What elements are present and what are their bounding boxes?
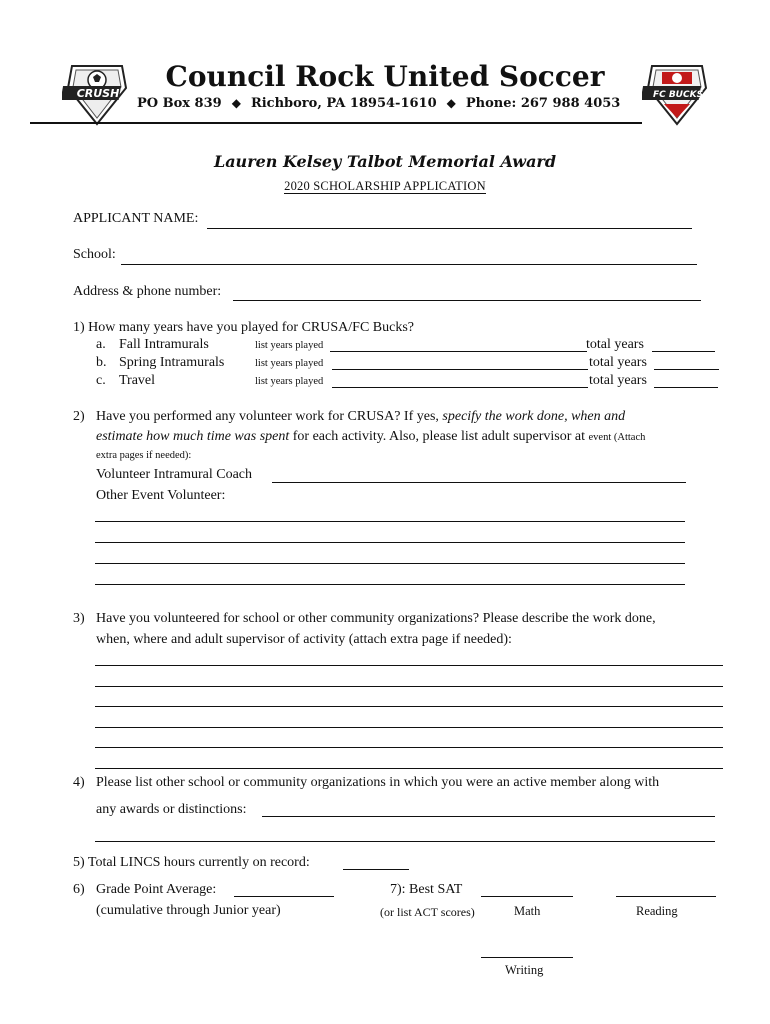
volunteer-field-line[interactable]	[95, 584, 685, 585]
q3-number: 3)	[73, 611, 85, 626]
q5-text: 5) Total LINCS hours currently on record:	[73, 855, 310, 870]
community-field-line[interactable]	[95, 706, 723, 707]
school-label: School:	[73, 247, 116, 262]
org-contact-line	[137, 96, 647, 111]
sat-writing-field[interactable]	[481, 957, 573, 958]
phone: Phone: 267 988 4053	[465, 96, 621, 111]
q2-line3: extra pages if needed):	[96, 450, 192, 461]
q2-number: 2)	[73, 409, 85, 424]
other-volunteer-label: Other Event Volunteer:	[96, 488, 226, 503]
q1-text: 1) How many years have you played for CRUSA/FC Bucks?	[73, 320, 415, 335]
math-label: Math	[514, 904, 541, 918]
q4-number: 4)	[73, 775, 85, 790]
sat-label: 7): Best SAT	[390, 882, 463, 897]
svg-text:CRUSH: CRUSH	[76, 87, 120, 100]
q1-item-label: Travel	[119, 373, 156, 388]
volunteer-field-line[interactable]	[95, 542, 685, 543]
community-field-line[interactable]	[95, 727, 723, 728]
years-played-field[interactable]	[330, 351, 587, 352]
form-subtitle: 2020 SCHOLARSHIP APPLICATION	[284, 179, 486, 193]
q2-line2: estimate how much time was spent for each activity. Also, please list adult supervisor at event (Attach	[96, 429, 646, 444]
years-played-label: list years played	[255, 358, 324, 369]
q2-line1: Have you performed any volunteer work for CRUSA? If yes, specify the work done, when and	[96, 409, 626, 424]
address-field[interactable]	[233, 300, 701, 301]
q1-item-letter: a.	[96, 337, 106, 352]
award-title: Lauren Kelsey Talbot Memorial Award	[213, 152, 557, 171]
years-played-field[interactable]	[332, 369, 588, 370]
sat-reading-field[interactable]	[616, 896, 716, 897]
applicant-name-label: APPLICANT NAME:	[73, 211, 199, 226]
q6-number: 6)	[73, 882, 85, 897]
diamond-icon: ◆	[231, 96, 241, 110]
gpa-note: (cumulative through Junior year)	[96, 903, 281, 918]
awards-field[interactable]	[262, 816, 715, 817]
gpa-field[interactable]	[234, 896, 334, 897]
community-field-line[interactable]	[95, 665, 723, 666]
coach-label: Volunteer Intramural Coach	[96, 467, 253, 482]
q3-line1: Have you volunteered for school or other community organizations? Please describe the work done,	[96, 611, 656, 626]
diamond-icon: ◆	[446, 96, 456, 110]
total-years-field[interactable]	[654, 369, 719, 370]
school-field[interactable]	[121, 264, 697, 265]
total-years-label: total years	[589, 355, 647, 370]
applicant-name-field[interactable]	[207, 228, 692, 229]
q4-line1: Please list other school or community organizations in which you were an active member along with	[96, 775, 660, 790]
coach-field[interactable]	[272, 482, 686, 483]
org-title: Council Rock United Soccer	[165, 60, 605, 93]
q1-item-label: Fall Intramurals	[119, 337, 209, 352]
total-years-field[interactable]	[654, 387, 718, 388]
total-years-label: total years	[589, 373, 647, 388]
q3-line2: when, where and adult supervisor of activity (attach extra page if needed):	[96, 632, 512, 647]
community-field-line[interactable]	[95, 686, 723, 687]
awards-field-line[interactable]	[95, 841, 715, 842]
sat-math-field[interactable]	[481, 896, 573, 897]
volunteer-field-line[interactable]	[95, 563, 685, 564]
lincs-hours-field[interactable]	[343, 869, 409, 870]
community-field-line[interactable]	[95, 747, 723, 748]
svg-text:FC BUCKS: FC BUCKS	[652, 90, 704, 100]
city: Richboro, PA 18954-1610	[250, 96, 437, 111]
community-field-line[interactable]	[95, 768, 723, 769]
gpa-label: Grade Point Average:	[96, 882, 217, 897]
act-note: (or list ACT scores)	[380, 905, 475, 919]
years-played-label: list years played	[255, 376, 324, 387]
writing-label: Writing	[505, 963, 544, 977]
q1-item-letter: c.	[96, 373, 106, 388]
years-played-label: list years played	[255, 340, 324, 351]
q1-item-letter: b.	[96, 355, 107, 370]
q4-line2: any awards or distinctions:	[96, 802, 247, 817]
volunteer-field-line[interactable]	[95, 521, 685, 522]
reading-label: Reading	[636, 904, 678, 918]
po-box: PO Box 839	[137, 96, 222, 111]
total-years-field[interactable]	[652, 351, 715, 352]
total-years-label: total years	[586, 337, 644, 352]
address-label: Address & phone number:	[73, 284, 222, 299]
header-rule	[30, 122, 642, 124]
q1-item-label: Spring Intramurals	[119, 355, 225, 370]
years-played-field[interactable]	[332, 387, 588, 388]
